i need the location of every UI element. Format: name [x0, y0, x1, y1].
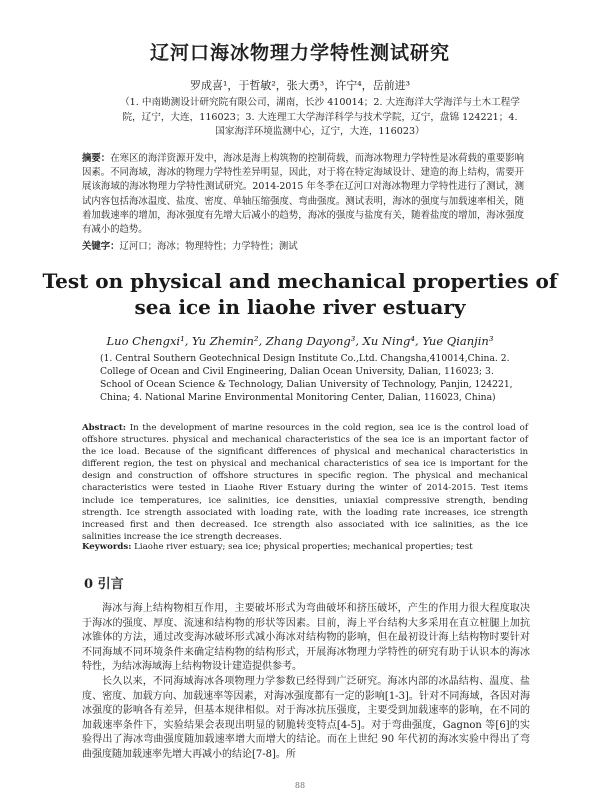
english-keywords-text: Liaohe river estuary; sea ice; physical properties; mechanical properties; test: [134, 542, 473, 552]
english-title-line-1: Test on physical and mechanical properties of: [42, 269, 558, 293]
english-keywords: [82, 542, 528, 552]
english-title-line-2: sea ice in liaohe river estuary: [134, 295, 466, 319]
chinese-affiliations: （1. 中南勘测设计研究院有限公司，湖南，长沙 410014；2. 大连海洋大学海洋与土木工程学院，辽宁，大连，116023；3. 大连理工大学海洋科学与技术学院，辽宁，盘锦 124221；4. 国家海洋环境监测中心，辽宁，大连，116023）: [120, 97, 520, 137]
body-text: [82, 602, 530, 763]
chinese-keywords-label: 关键字：: [82, 241, 120, 252]
chinese-abstract-text: 在寒区的海洋资源开发中，海冰是海上构筑物的控制荷载，而海冰物理力学特性是冰荷载的重要影响因素。不同海域，海冰的物理力学特性差异明显，因此，对于将在特定海域设计、建造的海上结构，需要开展该海域的海冰物理力学特性测试研究。2014-2015 年冬季在辽河口对海冰物理力学特性进行了测试，测试内容包括海冰温度、盐度、密度、单轴压缩强度、弯曲强度。测试表明，海冰的强度与加载速率相关，随着加载速率的增加，海冰强度有先增大后减小的趋势，海冰的强度与盐度有关，随着盐度的增加，海冰强度有减小的趋势。: [82, 153, 524, 236]
english-abstract-label: Abstract:: [82, 423, 126, 433]
paragraph-1: 海冰与海上结构物相互作用，主要破坏形式为弯曲破坏和挤压破坏，产生的作用力很大程度取决于海冰的强度、厚度、流速和结构物的形状等因素。目前，海上平台结构大多采用在直立桩腿上加抗冰锥体的方法，通过改变海冰破坏形式减小海冰对结构物的影响，但在最初设计海上结构物时要针对不同海域不同环境条件来确定结构物的结构形式，开展海冰物理力学特性的研究有助于认识本的海冰特性，为结冰海域海上结构物设计建造提供参考。: [82, 603, 530, 673]
page-number: 88: [294, 781, 306, 790]
chinese-title: 辽河口海冰物理力学特性测试研究: [149, 42, 450, 64]
english-title: [0, 268, 600, 320]
english-authors: Luo Chengxi¹, Yu Zhemin², Zhang Dayong³, Xu Ning⁴, Yue Qianjin³: [106, 334, 494, 348]
section-heading: 0 引言: [84, 577, 124, 592]
paragraph-2: 长久以来，不同海域海冰各项物理力学参数已经得到广泛研究。海冰内部的冰晶结构、温度、盐度、密度、加载方向、加载速率等因素，对海冰强度都有一定的影响[1-3]。针对不同海域，各因对海冰强度的影响各有差异，但基本规律相似。对于海冰抗压强度，主要受到加载速率的影响，在不同的加载速率条件下，实验结果会表现出明显的韧脆转变特点[4-5]。对于弯曲强度，Gagnon 等[6]的实验得出了海冰弯曲强度随加载速率增大而增大的结论。而在上世纪 90 年代初的海冰实验中得出了弯曲强度随加载速率先增大再减小的结论[7-8]。所: [82, 675, 530, 760]
chinese-authors: 罗成喜¹，于哲敏²，张大勇³，许宁⁴，岳前进³: [189, 79, 411, 92]
chinese-keywords: [82, 238, 524, 252]
chinese-abstract-label: 摘要：: [82, 153, 111, 164]
english-keywords-label: Keywords:: [82, 542, 132, 552]
english-abstract-text: In the development of marine resources in the cold region, sea ice is the control load of offshore structures. physical and mechanical characteristics of the sea ice is an important factor of the ice load. Because of the significant differences of physical and mechanical characteristics in different region, the test on physical and mechanical characteristics of sea ice is important for the design and construction of offshore structures in specific region. The physical and mechanical characteristics were tested in Liaohe River Estuary during the winter of 2014-2015. Test items include ice temperatures, ice salinities, ice densities, uniaxial compressive strength, bending strength. Ice strength associated with loading rate, with the loading rate increases, ice strength increased first and then decreased. Ice strength also associated with ice salinities, as the ice salinities increase the ice strength decreases.: [82, 423, 528, 542]
chinese-keywords-text: 辽河口；海冰；物理特性；力学特性；测试: [119, 241, 298, 252]
english-affiliations: (1. Central Southern Geotechnical Design Institute Co.,Ltd. Changsha,410014,China. 2. College of Ocean and Civil Engineering, Dalian Ocean University, Dalian, 116023; 3. School of Ocean Science & Technology, Dalian University of Technology, Panjin, 124221, China; 4. National Marine Environmental Monitoring Center, Dalian, 116023, China): [100, 353, 513, 403]
chinese-abstract: [82, 152, 524, 237]
english-abstract: [82, 422, 528, 543]
